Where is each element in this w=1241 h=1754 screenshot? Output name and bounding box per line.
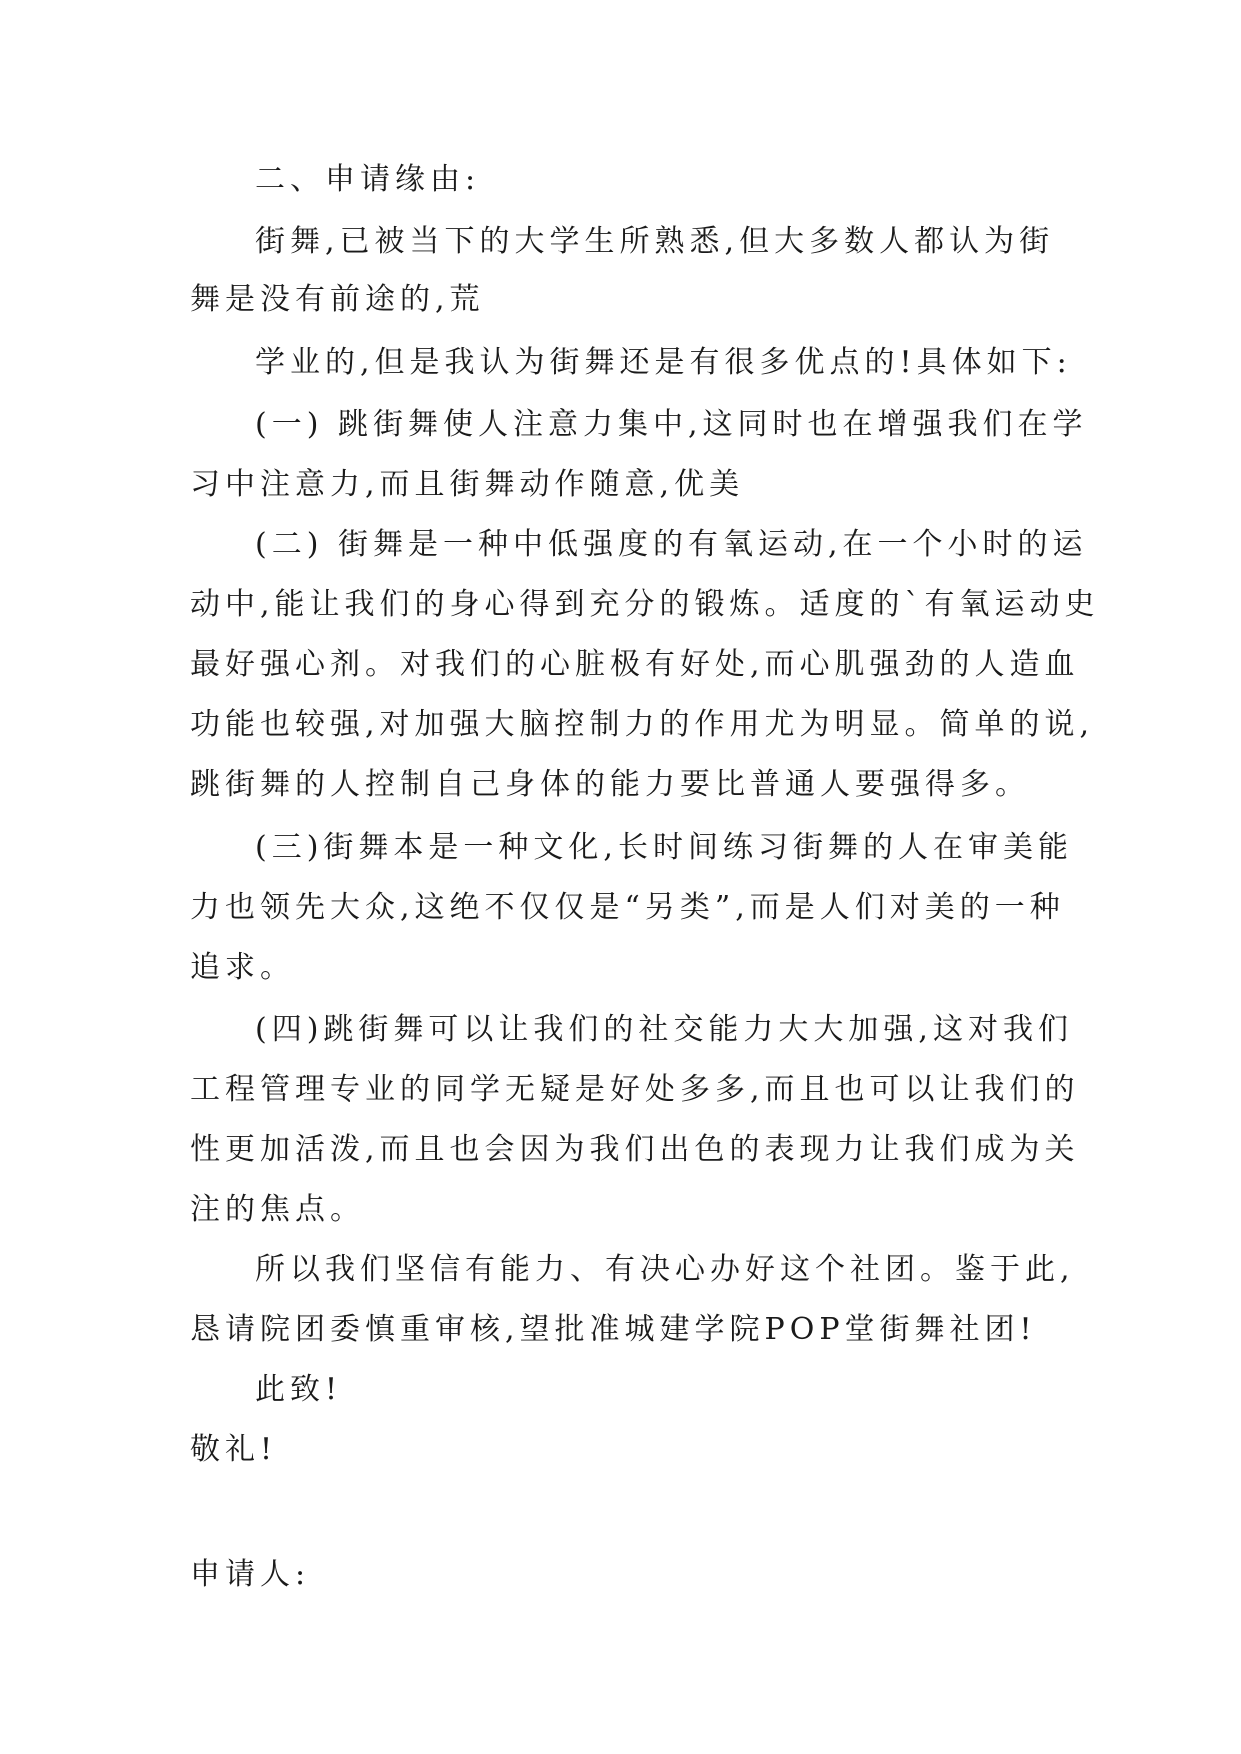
paragraph-line: 所以我们坚信有能力、有决心办好这个社团。鉴于此, (255, 1252, 1075, 1287)
paragraph-line: 习中注意力,而且街舞动作随意,优美 (190, 467, 745, 502)
closing-text: 此致! (255, 1372, 343, 1407)
paragraph-line: 最好强心剂。对我们的心脏极有好处,而心肌强劲的人造血 (190, 647, 1080, 682)
paragraph-line: (二) 街舞是一种中低强度的有氧运动,在一个小时的运 (255, 527, 1088, 562)
paragraph-line: 舞是没有前途的,荒 (190, 282, 485, 317)
paragraph-line: 动中,能让我们的身心得到充分的锻炼。适度的`有氧运动史 (190, 587, 1100, 622)
salutation-text: 敬礼! (190, 1432, 278, 1467)
paragraph-line: 跳街舞的人控制自己身体的能力要比普通人要强得多。 (190, 767, 1030, 802)
paragraph-line: 追求。 (190, 950, 295, 985)
paragraph-line: 学业的,但是我认为街舞还是有很多优点的!具体如下: (255, 345, 1072, 380)
paragraph-line: (三)街舞本是一种文化,长时间练习街舞的人在审美能 (255, 830, 1073, 865)
paragraph-line: 恳请院团委慎重审核,望批准城建学院POP堂街舞社团! (190, 1312, 1037, 1347)
section-heading: 二、申请缘由: (255, 162, 481, 197)
paragraph-line: (四)跳街舞可以让我们的社交能力大大加强,这对我们 (255, 1012, 1073, 1047)
paragraph-line: 工程管理专业的同学无疑是好处多多,而且也可以让我们的 (190, 1072, 1080, 1107)
paragraph-line: 力也领先大众,这绝不仅仅是“另类”,而是人们对美的一种 (190, 890, 1065, 925)
paragraph-line: 性更加活泼,而且也会因为我们出色的表现力让我们成为关 (190, 1132, 1080, 1167)
paragraph-line: 功能也较强,对加强大脑控制力的作用尤为明显。简单的说, (190, 707, 1095, 742)
paragraph-line: 街舞,已被当下的大学生所熟悉,但大多数人都认为街 (255, 224, 1055, 259)
applicant-label: 申请人: (190, 1557, 311, 1592)
paragraph-line: 注的焦点。 (190, 1192, 365, 1227)
paragraph-line: (一) 跳街舞使人注意力集中,这同时也在增强我们在学 (255, 407, 1088, 442)
